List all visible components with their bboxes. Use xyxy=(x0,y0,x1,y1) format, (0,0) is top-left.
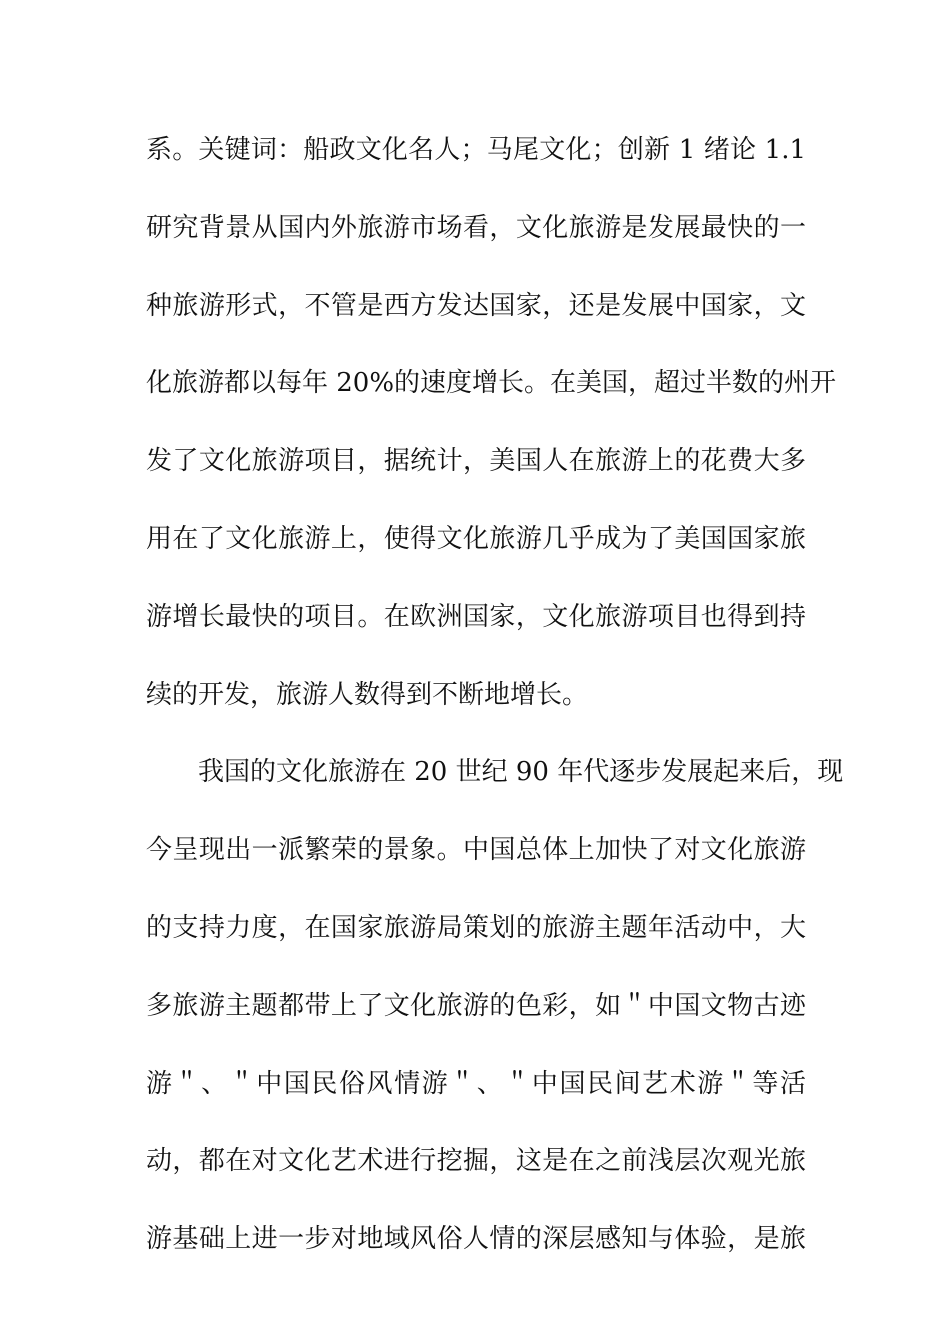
paragraph-first-line: 我国的文化旅游在 20 世纪 90 年代逐步发展起来后，现 xyxy=(198,757,844,788)
text-line: 种旅游形式，不管是西方发达国家，还是发展中国家，文 xyxy=(146,290,806,321)
text-line: 游基础上进一步对地域风俗人情的深层感知与体验，是旅 xyxy=(146,1224,806,1255)
text-line: 续的开发，旅游人数得到不断地增长。 xyxy=(146,679,589,710)
text-line: 游增长最快的项目。在欧洲国家，文化旅游项目也得到持 xyxy=(146,601,806,632)
text-line: 用在了文化旅游上，使得文化旅游几乎成为了美国国家旅 xyxy=(146,523,806,554)
text-line: 化旅游都以每年 20%的速度增长。在美国，超过半数的州开 xyxy=(146,368,837,399)
text-line: 的支持力度，在国家旅游局策划的旅游主题年活动中，大 xyxy=(146,912,806,943)
text-line: 游＂、＂中国民俗风情游＂、＂中国民间艺术游＂等活 xyxy=(146,1068,806,1099)
text-line: 研究背景从国内外旅游市场看，文化旅游是发展最快的一 xyxy=(146,212,806,243)
text-line: 发了文化旅游项目，据统计，美国人在旅游上的花费大多 xyxy=(146,446,806,477)
text-line: 系。关键词：船政文化名人；马尾文化；创新 1 绪论 1.1 xyxy=(146,135,806,165)
body-text xyxy=(146,132,844,1299)
text-line: 动，都在对文化艺术进行挖掘，这是在之前浅层次观光旅 xyxy=(146,1146,806,1177)
text-line: 多旅游主题都带上了文化旅游的色彩，如＂中国文物古迹 xyxy=(146,990,806,1021)
text-line: 今呈现出一派繁荣的景象。中国总体上加快了对文化旅游 xyxy=(146,835,806,866)
